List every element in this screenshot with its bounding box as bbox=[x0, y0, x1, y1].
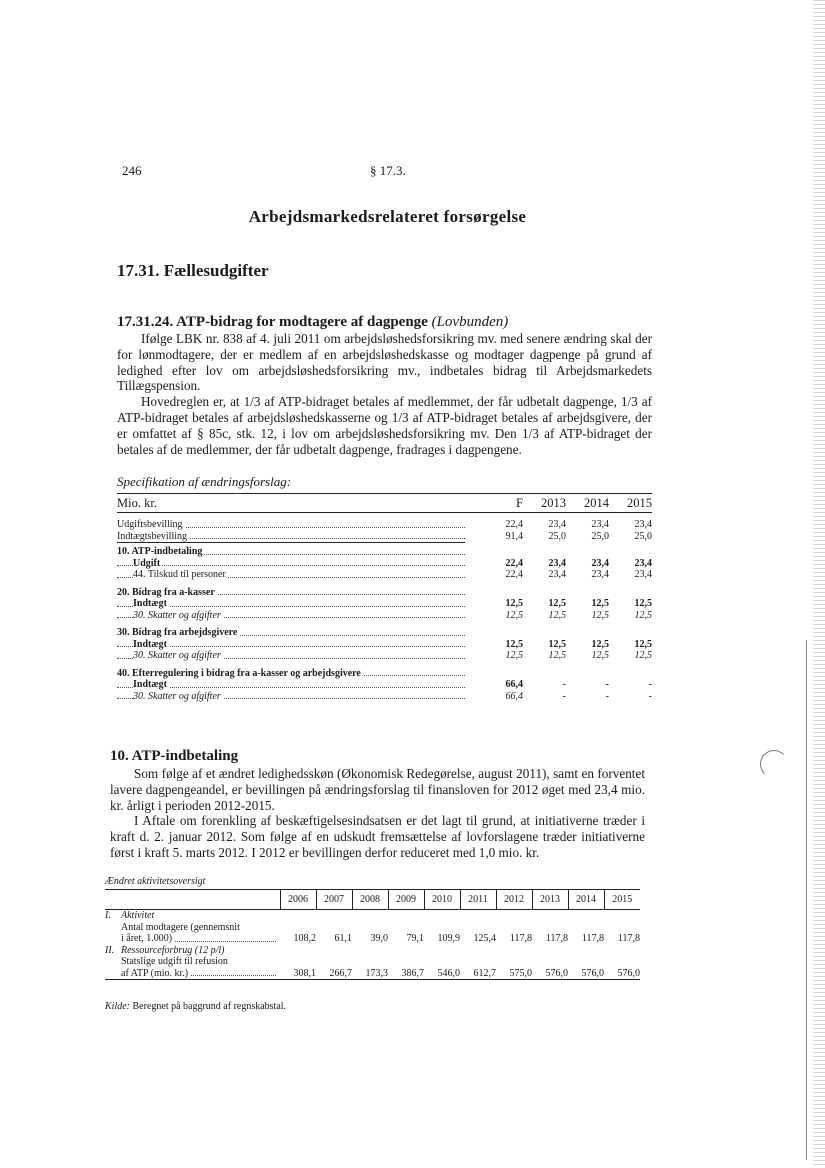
activity-cell: 117,8 bbox=[617, 933, 640, 944]
activity-roman: I. bbox=[105, 910, 111, 921]
activity-year: 2011 bbox=[460, 890, 496, 910]
activity-header-row bbox=[105, 890, 640, 910]
chapter-title: Arbejdsmarkedsrelateret forsørgelse bbox=[248, 207, 527, 226]
activity-cell: 117,8 bbox=[509, 933, 532, 944]
spec-cell: 12,5 bbox=[591, 609, 609, 621]
activity-year: 2012 bbox=[496, 890, 532, 910]
spec-cell: 25,0 bbox=[548, 531, 566, 542]
activity-cell: 576,0 bbox=[532, 968, 568, 980]
activity-cell: 576,0 bbox=[604, 968, 640, 980]
activity-year: 2008 bbox=[352, 890, 388, 910]
spec-cell: - bbox=[562, 679, 566, 690]
spec-cell: 23,4 bbox=[591, 557, 609, 569]
spec-cell: 91,4 bbox=[505, 531, 523, 542]
spec-row bbox=[117, 691, 652, 703]
section-reference: § 17.3. bbox=[370, 163, 406, 178]
spec-row bbox=[117, 668, 652, 680]
source-note bbox=[105, 1001, 286, 1012]
activity-label-row bbox=[105, 956, 640, 968]
activity-cell: 117,8 bbox=[581, 933, 604, 944]
activity-year: 2010 bbox=[424, 890, 460, 910]
spec-cell: - bbox=[562, 690, 566, 702]
spec-cell: 12,5 bbox=[505, 598, 523, 609]
spec-header-row bbox=[117, 494, 652, 513]
spec-cell: 12,5 bbox=[548, 598, 566, 609]
spec-cell: 23,4 bbox=[591, 569, 609, 580]
spec-row-label: Indtægt bbox=[133, 598, 167, 609]
spec-cell: 23,4 bbox=[634, 557, 652, 569]
section10-text bbox=[110, 766, 645, 861]
spec-cell: 22,4 bbox=[505, 557, 523, 569]
activity-cell: 575,0 bbox=[496, 968, 532, 980]
activity-cell: 266,7 bbox=[316, 968, 352, 980]
spec-header-unit: Mio. kr. bbox=[117, 494, 465, 513]
intro-paragraph-2: Hovedreglen er, at 1/3 af ATP-bidraget betales af medlemmet, der får udbetalt dagpenge, 1/3 af ATP-bidraget betales af arbejdsløshedskasserne og 1/3 af ATP-bidraget betales af arbejdsgivere, der er omfattet af § 85c, stk. 12, i lov om arbejdsløshedsforsikring mv. Den 1/3 af ATP-bidraget der betales af de medlemmer, der får udbetalt dagpenge, fradrages i dagpengene. bbox=[117, 394, 652, 457]
activity-value-row bbox=[105, 968, 640, 980]
spec-cell: 12,5 bbox=[591, 598, 609, 609]
spec-row bbox=[117, 650, 652, 662]
activity-cell: 173,3 bbox=[352, 968, 388, 980]
spec-cell: 23,4 bbox=[548, 519, 566, 530]
spec-header-2014: 2014 bbox=[566, 494, 609, 513]
spec-cell: 22,4 bbox=[505, 519, 523, 530]
spec-cell: - bbox=[605, 690, 609, 702]
spec-row bbox=[117, 679, 652, 691]
activity-year: 2015 bbox=[604, 890, 640, 910]
activity-cell: 612,7 bbox=[460, 968, 496, 980]
activity-year: 2013 bbox=[532, 890, 568, 910]
activity-table bbox=[105, 889, 640, 980]
spec-cell: 25,0 bbox=[634, 531, 652, 542]
activity-group-title-row bbox=[105, 945, 640, 957]
subsection-title: 17.31. Fællesudgifter bbox=[117, 261, 269, 280]
activity-cell: 386,7 bbox=[388, 968, 424, 980]
spec-row bbox=[117, 587, 652, 599]
activity-cell: 117,8 bbox=[545, 933, 568, 944]
activity-label-line: i året, 1.000) bbox=[121, 933, 173, 944]
activity-label-line: af ATP (mio. kr.) bbox=[121, 967, 189, 979]
spec-row-label: 30. Bidrag fra arbejdsgivere bbox=[117, 627, 238, 638]
spec-header-2013: 2013 bbox=[523, 494, 566, 513]
activity-group-title-row bbox=[105, 910, 640, 922]
spec-header-2015: 2015 bbox=[609, 494, 652, 513]
spec-row-label: 30. Skatter og afgifter bbox=[133, 690, 221, 702]
activity-label-line: Statslige udgift til refusion bbox=[121, 956, 228, 967]
spec-cell: 66,4 bbox=[505, 690, 523, 702]
spec-cell: 12,5 bbox=[505, 650, 523, 661]
activity-cell: 39,0 bbox=[370, 933, 388, 944]
spec-cell: 23,4 bbox=[634, 569, 652, 580]
spec-cell: 12,5 bbox=[591, 638, 609, 650]
spec-row bbox=[117, 558, 652, 570]
spec-cell: - bbox=[648, 679, 652, 690]
activity-cell: 61,1 bbox=[334, 933, 352, 944]
spec-row-label: 30. Skatter og afgifter bbox=[133, 609, 221, 621]
spec-row-label: Indtægt bbox=[133, 679, 167, 690]
section10-paragraph-2: I Aftale om forenkling af beskæftigelsesindsatsen er det lagt til grund, at initiativerne træder i kraft d. 2. januar 2012. Som følge af en udskudt fremsættelse af lovforslagene træder initiativerne først i kraft 5. marts 2012. I 2012 er bevillingen derfor reduceret med 1,0 mio. kr. bbox=[110, 813, 645, 860]
activity-cell: 125,4 bbox=[473, 933, 496, 944]
activity-caption: Ændret aktivitetsoversigt bbox=[105, 876, 206, 887]
intro-paragraph-1: Ifølge LBK nr. 838 af 4. juli 2011 om arbejdsløshedsforsikring mv. med senere ændring skal der for lønmodtagere, der er medlem af en arbejdsløshedskasse og modtager dagpenge på grund af ledighed efter lov om arbejdsløshedsforsikring mv., indbetales bidrag til Arbejdsmarkedets Tillægspension. bbox=[117, 331, 652, 394]
spec-row-label: Udgift bbox=[133, 557, 161, 569]
spec-cell: 23,4 bbox=[634, 519, 652, 530]
spec-row bbox=[117, 598, 652, 610]
spec-cell: 12,5 bbox=[634, 598, 652, 609]
spec-row bbox=[117, 531, 652, 543]
spec-row-label: 40. Efterregulering i bidrag fra a-kasser og arbejdsgivere bbox=[117, 667, 361, 679]
spec-cell: - bbox=[648, 690, 652, 702]
activity-cell: 546,0 bbox=[424, 968, 460, 980]
activity-header-blank bbox=[105, 890, 280, 910]
activity-group-title: Ressourceforbrug (12 p/l) bbox=[121, 944, 225, 956]
spec-cell: 12,5 bbox=[548, 638, 566, 650]
spec-row-label: 20. Bidrag fra a-kasser bbox=[117, 586, 215, 598]
section10-paragraph-1: Som følge af et ændret ledighedsskøn (Økonomisk Redegørelse, august 2011), samt en forventet lavere dagpengeandel, er bevillingen på ændringsforslag til finansloven for 2012 øget med 23,4 mio. kr. årligt i perioden 2012-2015. bbox=[110, 766, 645, 813]
spec-row bbox=[117, 519, 652, 531]
activity-label-line: Antal modtagere (gennemsnit bbox=[121, 921, 240, 933]
spec-cell: 12,5 bbox=[505, 638, 523, 650]
section10-heading: 10. ATP-indbetaling bbox=[110, 748, 239, 764]
activity-year: 2007 bbox=[316, 890, 352, 910]
activity-value-row bbox=[105, 933, 640, 945]
spec-cell: 12,5 bbox=[505, 609, 523, 621]
spec-row bbox=[117, 569, 652, 581]
spec-row-label: 10. ATP-indbetaling bbox=[117, 546, 203, 557]
scan-edge-line bbox=[806, 640, 807, 1160]
account-tag: (Lovbunden) bbox=[431, 314, 509, 330]
spec-cell: 25,0 bbox=[591, 531, 609, 542]
activity-cell: 308,1 bbox=[280, 968, 316, 980]
activity-year: 2014 bbox=[568, 890, 604, 910]
activity-group-title: Aktivitet bbox=[121, 910, 155, 921]
activity-year: 2006 bbox=[280, 890, 316, 910]
scan-edge-texture bbox=[813, 0, 825, 1168]
spec-cell: 12,5 bbox=[634, 609, 652, 621]
spec-row bbox=[117, 639, 652, 651]
spec-row-label: 30. Skatter og afgifter bbox=[133, 650, 221, 661]
activity-cell: 109,9 bbox=[437, 933, 460, 944]
activity-roman: II. bbox=[105, 944, 115, 956]
activity-cell: 108,2 bbox=[293, 933, 316, 944]
spec-cell: 12,5 bbox=[591, 650, 609, 661]
page-number: 246 bbox=[122, 163, 142, 178]
spec-cell: 23,4 bbox=[548, 557, 566, 569]
spec-row bbox=[117, 546, 652, 558]
spec-cell: 12,5 bbox=[634, 638, 652, 650]
spec-cell: - bbox=[605, 679, 609, 690]
spec-cell: 23,4 bbox=[548, 569, 566, 580]
spec-row-label: Indtægt bbox=[133, 638, 167, 650]
scan-punch-mark bbox=[760, 750, 788, 778]
spec-cell: 66,4 bbox=[505, 679, 523, 690]
account-title-text: 17.31.24. ATP-bidrag for modtagere af dagpenge bbox=[117, 314, 428, 330]
spec-cell: 23,4 bbox=[591, 519, 609, 530]
spec-row-label: 44. Tilskud til personer bbox=[133, 569, 226, 580]
spec-table bbox=[117, 493, 652, 702]
spec-row-label: Indtægtsbevilling bbox=[117, 530, 187, 542]
source-text: Beregnet på baggrund af regnskabstal. bbox=[132, 1001, 287, 1012]
spec-row-label: Udgiftsbevilling bbox=[117, 519, 183, 530]
spec-caption: Specifikation af ændringsforslag: bbox=[117, 474, 292, 489]
spec-header-f: F bbox=[465, 494, 523, 513]
account-title bbox=[117, 314, 508, 331]
activity-cell: 576,0 bbox=[568, 968, 604, 980]
spec-row bbox=[117, 627, 652, 639]
spec-cell: 12,5 bbox=[634, 650, 652, 661]
spec-cell: 12,5 bbox=[548, 650, 566, 661]
spec-cell: 22,4 bbox=[505, 569, 523, 580]
activity-label-row bbox=[105, 922, 640, 934]
activity-cell: 79,1 bbox=[406, 933, 424, 944]
intro-text bbox=[117, 331, 652, 457]
spec-row bbox=[117, 610, 652, 622]
activity-year: 2009 bbox=[388, 890, 424, 910]
spec-cell: 12,5 bbox=[548, 609, 566, 621]
source-label: Kilde: bbox=[105, 1001, 130, 1012]
